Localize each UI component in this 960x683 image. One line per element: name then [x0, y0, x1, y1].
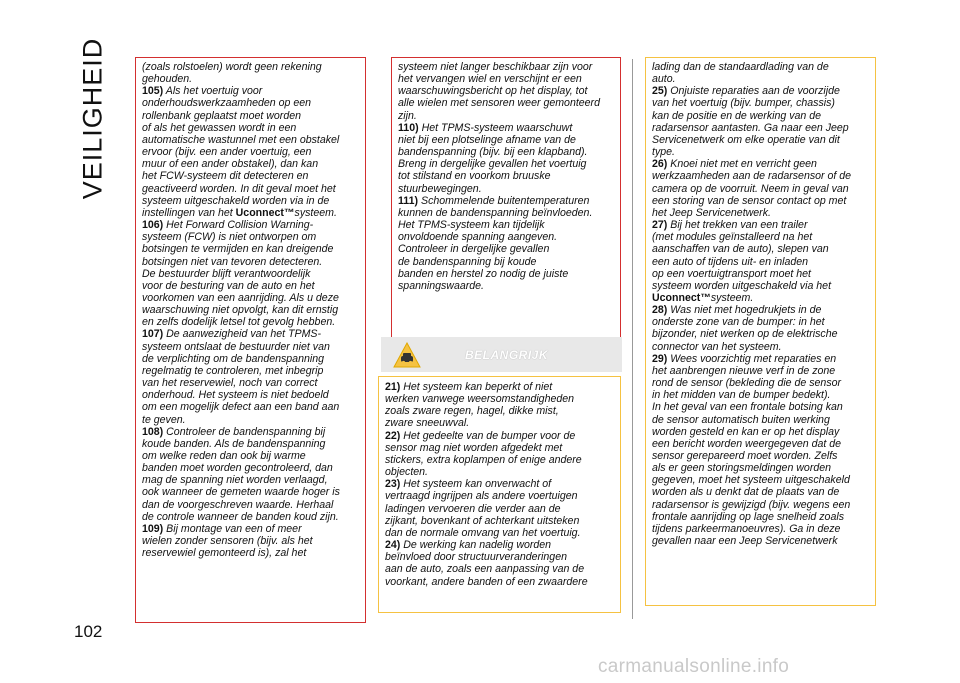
car-warning-icon	[393, 342, 421, 368]
brand-name: Uconnect™	[235, 206, 295, 219]
important-notes-box-right	[645, 57, 876, 606]
note-25: 25) Onjuiste reparaties aan de voorzijde van het voertuig (bijv. bumper, chassis) kan de positie en de werking van de radarsensor aantasten. Ga naar een Jeep Servicenetwerk om elke operatie van dit type.	[652, 85, 849, 159]
note-intro: systeem niet langer beschikbaar zijn voor het vervangen wiel en verschijnt er een waarschuwingsbericht op het display, tot alle wielen met sensoren weer gemonteerd zijn.	[398, 61, 600, 122]
note-28: 28) Was niet met hogedrukjets in de onderste zone van de bumper: in het bijzonder, niet werken op de elektrische connector van het systeem.	[652, 304, 838, 353]
important-banner	[381, 337, 622, 372]
note-number: 107)	[142, 328, 164, 341]
important-label: BELANGRIJK	[465, 347, 549, 362]
note-26: 26) Knoei niet met en verricht geen werkzaamheden aan de radarsensor of de camera op de voorruit. Neem in geval van een storing van de sensor contact op met het Jeep Servicenetwerk.	[652, 158, 852, 219]
note-109: 109) Bij montage van een of meer wielen zonder sensoren (bijv. als het reservewiel gemonteerd is), zal het	[142, 522, 313, 560]
important-notes-box-middle	[378, 376, 621, 613]
warning-notes-box-left	[135, 57, 366, 623]
note-111: 111) Schommelende buitentemperaturen kunnen de bandenspanning beïnvloeden. Het TPMS-systeem kan tijdelijk onvoldoende spanning aangeven. Controleer in dergelijke gevallen de bandenspanning bij koude banden en herstel zo nodig de juiste spanningswaarde.	[398, 194, 593, 292]
note-105: 105) Als het voertuig voor onderhoudswerkzaamheden op een rollenbank geplaatst moet worden of als het gewassen wordt in een automatische wastunnel met een obstakel ervoor (bijv. een ander voertuig, een muur of een ander obstakel), dan kan het FCW-systeem dit detecteren en geactiveerd worden. In dit geval moet het systeem uitgeschakeld worden via in de instellingen van het Uconnect™systeem.	[142, 85, 340, 219]
note-27: 27) Bij het trekken van een trailer (met modules geïnstalleerd na het aanschaffen van de auto), slepen van een auto of tijdens uit- en inladen op een voertuigtransport moet het systeem worden uitgeschakeld via het Uconnect™systeem.	[652, 219, 832, 304]
note-number: 111)	[398, 194, 419, 207]
note-number: 110)	[398, 121, 419, 134]
note-number: 109)	[142, 522, 164, 535]
note-24: 24) De werking kan nadelig worden beïnvloed door structuurveranderingen aan de auto, zoals een aanpassing van de voorkant, andere banden of een zwaardere	[385, 539, 588, 588]
note-107: 107) De aanwezigheid van het TPMS- systeem ontslaat de bestuurder niet van de verplichting om de bandenspanning regelmatig te controleren, met inbegrip van het reservewiel, noch van correct onderhoud. Het systeem is niet bedoeld om een mogelijk defect aan een band aan te geven.	[142, 328, 340, 426]
note-29: 29) Wees voorzichtig met reparaties en het aanbrengen nieuwe verf in de zone rond de sensor (bekleding die de sensor in het midden van de bumper bedekt). In het geval van een frontale botsing kan de sensor automatisch buiten werking worden gesteld en kan er op het display een bericht worden weergegeven dat de sensor gerepareerd moet worden. Zelfs als er geen storingsmeldingen worden gegeven, moet het systeem uitgeschakeld worden als u denkt dat de plaats van de radarsensor is gewijzigd (bijv. wegens een frontale aanrijding op lage snelheid zoals tijdens parkeermanoeuvres). Ga in deze gevallen naar een Jeep Servicenetwerk	[652, 352, 851, 548]
section-title	[58, 37, 128, 199]
column-divider	[632, 59, 633, 619]
note-number: 26)	[652, 158, 668, 171]
note-intro: (zoals rolstoelen) wordt geen rekening gehouden.	[142, 61, 322, 86]
watermark: carmanualsonline.info	[598, 656, 790, 677]
note-number: 29)	[652, 352, 668, 365]
note-21: 21) Het systeem kan beperkt of niet werken vanwege weersomstandigheden zoals zware regen, hagel, dikke mist, zware sneeuwval.	[385, 381, 575, 430]
note-number: 105)	[142, 85, 164, 98]
section-title-text: VEILIGHEID	[77, 37, 108, 199]
note-intro: lading dan de standaardlading van de auto.	[652, 61, 829, 86]
note-number: 25)	[652, 85, 668, 98]
warning-notes-box-middle	[391, 57, 621, 341]
note-number: 106)	[142, 219, 164, 232]
note-23: 23) Het systeem kan onverwacht of vertraagd ingrijpen als andere voertuigen ladingen vervoeren die verder aan de zijkant, bovenkant of achterkant uitsteken dan de normale omvang van het voertuig.	[385, 478, 581, 539]
note-number: 28)	[652, 304, 668, 317]
note-22: 22) Het gedeelte van de bumper voor de sensor mag niet worden afgedekt met stickers, extra koplampen of enige andere objecten.	[385, 429, 582, 479]
brand-name: Uconnect™	[652, 291, 711, 304]
note-106: 106) Het Forward Collision Warning- systeem (FCW) is niet ontworpen om botsingen te vermijden en kan dreigende botsingen niet van tevoren detecteren. De bestuurder blijft verantwoordelijk voor de besturing van de auto en het voorkomen van een aanrijding. Als u deze waarschuwing niet opvolgt, kan dit ernstig en zelfs dodelijk letsel tot gevolg hebben.	[142, 219, 339, 329]
note-number: 108)	[142, 425, 164, 438]
note-110: 110) Het TPMS-systeem waarschuwt niet bij een plotselinge afname van de bandenspanning (bijv. bij een klapband). Breng in dergelijke gevallen het voertuig tot stilstand en voorkom bruuske stuurbewegingen.	[398, 121, 588, 195]
note-number: 24)	[385, 539, 401, 552]
note-number: 23)	[385, 478, 401, 491]
note-108: 108) Controleer de bandenspanning bij koude banden. Als de bandenspanning om welke reden dan ook bij warme banden moet worden gecontroleerd, dan mag de spanning niet worden verlaagd, ook wanneer de gemeten waarde hoger is dan de voorgeschreven waarde. Herhaal de controle wanneer de banden koud zijn.	[142, 425, 340, 523]
note-number: 22)	[385, 429, 401, 442]
note-number: 21)	[385, 381, 401, 393]
note-number: 27)	[652, 219, 668, 232]
page-number: 102	[74, 622, 103, 641]
